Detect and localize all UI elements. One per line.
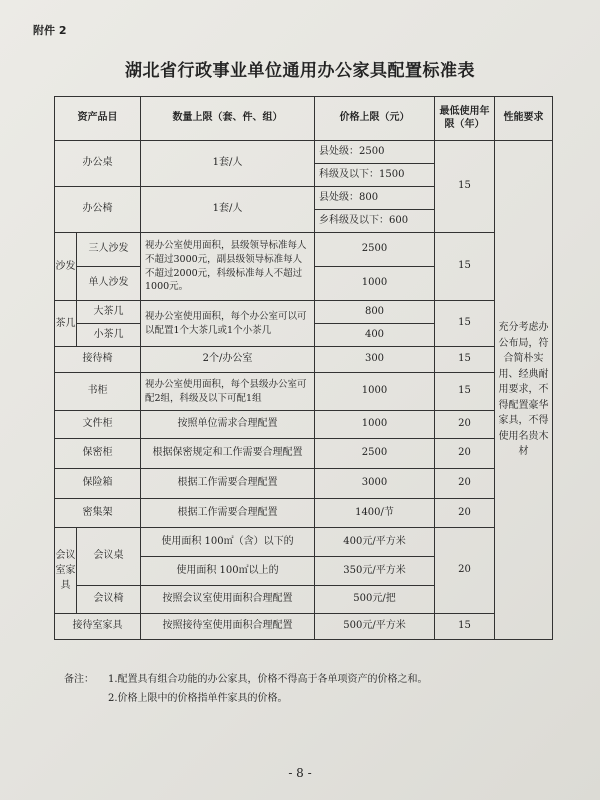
table-row <box>55 469 553 499</box>
safe-price: 3000 <box>315 469 435 499</box>
meeting-group: 会议室家具 <box>55 528 77 614</box>
reception-room-qty: 按照接待室使用面积合理配置 <box>141 614 315 640</box>
attachment-label: 附件 2 <box>33 24 67 37</box>
file-cabinet-qty: 按照单位需求合理配置 <box>141 411 315 439</box>
meeting-table-price-small: 400元/平方米 <box>315 528 435 557</box>
bookcase-price: 1000 <box>315 373 435 411</box>
page-title: 湖北省行政事业单位通用办公家具配置标准表 <box>125 61 475 81</box>
tea-price-large: 800 <box>315 301 435 324</box>
file-cabinet-years: 20 <box>435 411 495 439</box>
secret-cabinet-qty: 根据保密规定和工作需要合理配置 <box>141 439 315 469</box>
table-row <box>55 347 553 373</box>
file-cabinet-name: 文件柜 <box>55 411 141 439</box>
compact-shelf-price: 1400/节 <box>315 499 435 528</box>
notes-label: 备注： <box>64 674 94 685</box>
reception-chair-years: 15 <box>435 347 495 373</box>
tea-price-small: 400 <box>315 324 435 347</box>
table-header-row <box>55 97 553 141</box>
reception-chair-qty: 2个/办公室 <box>141 347 315 373</box>
header-price: 价格上限（元） <box>315 97 435 141</box>
table-row <box>55 301 553 324</box>
reception-room-name: 接待室家具 <box>55 614 141 640</box>
bookcase-desc: 视办公室使用面积，每个县级办公室可配2组，科级及以下可配1组 <box>141 373 315 411</box>
meeting-table-qty-small: 使用面积 100㎡（含）以下的 <box>141 528 315 557</box>
reception-chair-price: 300 <box>315 347 435 373</box>
desk-chair-years: 15 <box>435 141 495 233</box>
bookcase-years: 15 <box>435 373 495 411</box>
meeting-years: 20 <box>435 528 495 614</box>
sofa-desc: 视办公室使用面积，县级领导标准每人不超过3000元，副县级领导标准每人不超过2000元，科级标准每人不超过1000元。 <box>141 233 315 301</box>
tea-desc: 视办公室使用面积，每个办公室可以可以配置1个大茶几或1个小茶几 <box>141 301 315 347</box>
table-row <box>55 233 553 267</box>
sofa-price-single: 1000 <box>315 267 435 301</box>
secret-cabinet-price: 2500 <box>315 439 435 469</box>
table-row <box>55 439 553 469</box>
safe-years: 20 <box>435 469 495 499</box>
table-row <box>55 614 553 640</box>
desk-price-section: 科级及以下：1500 <box>315 164 435 187</box>
sofa-price-three: 2500 <box>315 233 435 267</box>
table-row <box>55 141 553 164</box>
reception-chair-name: 接待椅 <box>55 347 141 373</box>
compact-shelf-name: 密集架 <box>55 499 141 528</box>
meeting-chair-qty: 按照会议室使用面积合理配置 <box>141 586 315 614</box>
header-perf: 性能要求 <box>495 97 553 141</box>
note-2: 2.价格上限中的价格指单件家具的价格。 <box>108 693 288 704</box>
notes <box>64 670 428 708</box>
chair-price-section: 乡科级及以下：600 <box>315 210 435 233</box>
meeting-chair-price: 500元/把 <box>315 586 435 614</box>
page-number: - 8 - <box>288 766 312 780</box>
tea-small: 小茶几 <box>77 324 141 347</box>
tea-large: 大茶几 <box>77 301 141 324</box>
meeting-table-price-large: 350元/平方米 <box>315 557 435 586</box>
compact-shelf-years: 20 <box>435 499 495 528</box>
secret-cabinet-years: 20 <box>435 439 495 469</box>
performance-requirement: 充分考虑办公布局，符合简朴实用、经典耐用要求，不得配置豪华家具，不得使用名贵木材 <box>495 141 553 640</box>
header-years: 最低使用年限（年） <box>435 97 495 141</box>
chair-price-county: 县处级：800 <box>315 187 435 210</box>
sofa-years: 15 <box>435 233 495 301</box>
table-row <box>55 373 553 411</box>
bookcase-name: 书柜 <box>55 373 141 411</box>
file-cabinet-price: 1000 <box>315 411 435 439</box>
safe-qty: 根据工作需要合理配置 <box>141 469 315 499</box>
meeting-chair-name: 会议椅 <box>77 586 141 614</box>
header-qty: 数量上限（套、件、组） <box>141 97 315 141</box>
table-row <box>55 411 553 439</box>
furniture-standard-table <box>54 96 553 640</box>
sofa-single-seat: 单人沙发 <box>77 267 141 301</box>
secret-cabinet-name: 保密柜 <box>55 439 141 469</box>
tea-group: 茶几 <box>55 301 77 347</box>
desk-name: 办公桌 <box>55 141 141 187</box>
table-row <box>55 499 553 528</box>
chair-qty: 1套/人 <box>141 187 315 233</box>
desk-price-county: 县处级：2500 <box>315 141 435 164</box>
compact-shelf-qty: 根据工作需要合理配置 <box>141 499 315 528</box>
table-row <box>55 528 553 557</box>
note-1: 1.配置具有组合功能的办公家具，价格不得高于各单项资产的价格之和。 <box>108 674 428 685</box>
meeting-table-qty-large: 使用面积 100㎡以上的 <box>141 557 315 586</box>
reception-room-years: 15 <box>435 614 495 640</box>
reception-room-price: 500元/平方米 <box>315 614 435 640</box>
tea-years: 15 <box>435 301 495 347</box>
chair-name: 办公椅 <box>55 187 141 233</box>
header-item: 资产品目 <box>55 97 141 141</box>
safe-name: 保险箱 <box>55 469 141 499</box>
desk-qty: 1套/人 <box>141 141 315 187</box>
meeting-table-name: 会议桌 <box>77 528 141 586</box>
sofa-three-seat: 三人沙发 <box>77 233 141 267</box>
sofa-group: 沙发 <box>55 233 77 301</box>
